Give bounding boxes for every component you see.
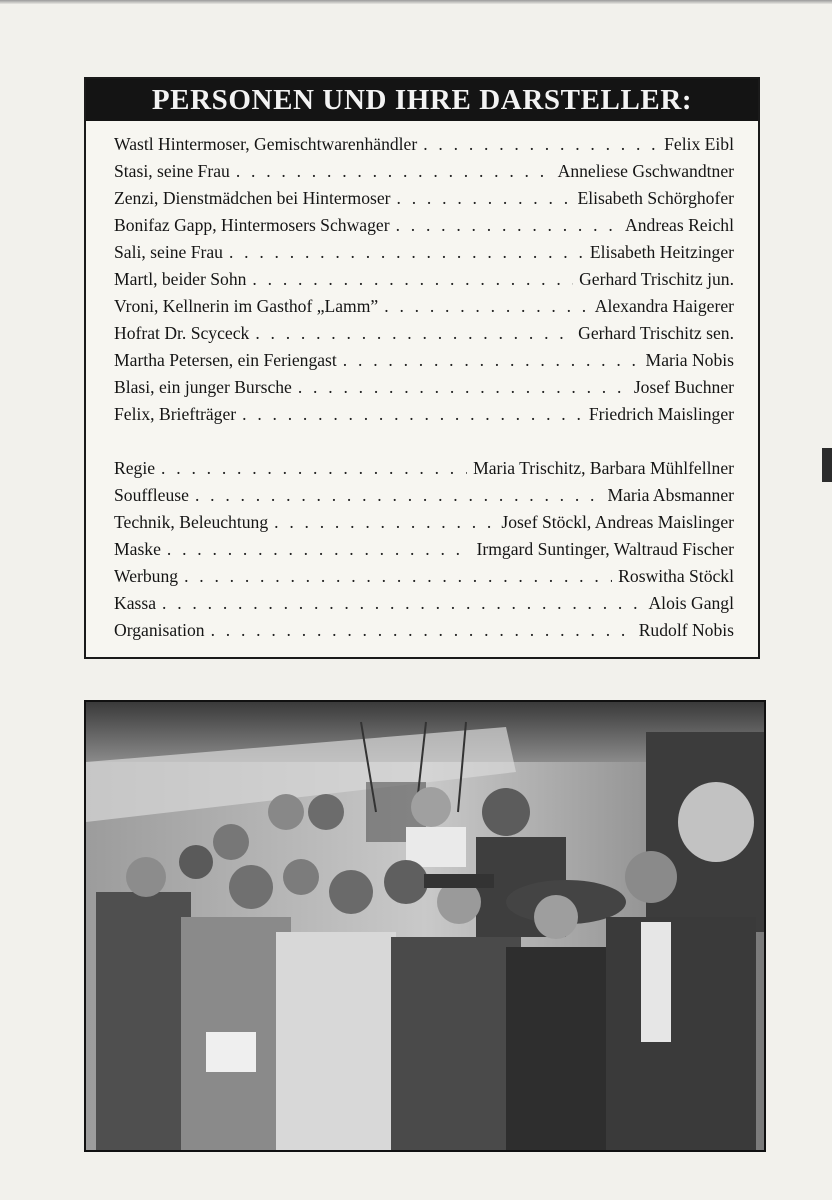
dot-leader bbox=[252, 266, 573, 293]
dot-leader bbox=[195, 482, 602, 509]
role-name: Wastl Hintermoser, Gemischtwarenhändler bbox=[114, 134, 418, 154]
role-name: Felix, Briefträger bbox=[114, 404, 237, 424]
role-name: Maske bbox=[114, 539, 161, 559]
cast-row bbox=[114, 374, 734, 401]
cast-rows bbox=[86, 121, 758, 644]
dot-leader bbox=[229, 239, 584, 266]
role-name: Regie bbox=[114, 458, 156, 478]
cast-row bbox=[114, 158, 734, 185]
role-name: Bonifaz Gapp, Hintermosers Schwager bbox=[114, 215, 390, 235]
performer-name: Gerhard Trischitz jun. bbox=[579, 269, 734, 289]
performer-name: Maria Trischitz, Barbara Mühlfellner bbox=[473, 458, 734, 478]
cast-row bbox=[114, 239, 734, 266]
cast-row bbox=[114, 320, 734, 347]
performer-name: Elisabeth Heitzinger bbox=[589, 242, 734, 262]
crew-row bbox=[114, 563, 734, 590]
dot-leader bbox=[255, 320, 572, 347]
performer-name: Josef Stöckl, Andreas Maislinger bbox=[501, 512, 734, 532]
cast-list-box bbox=[84, 77, 760, 659]
dot-leader bbox=[343, 347, 640, 374]
performer-name: Alois Gangl bbox=[648, 593, 734, 613]
role-name: Vroni, Kellnerin im Gasthof „Lamm” bbox=[114, 296, 379, 316]
performer-name: Friedrich Maislinger bbox=[588, 404, 734, 424]
crew-row bbox=[114, 482, 734, 509]
crew-row bbox=[114, 617, 734, 644]
cast-row bbox=[114, 293, 734, 320]
role-name: Souffleuse bbox=[114, 485, 189, 505]
role-name: Hofrat Dr. Scyceck bbox=[114, 323, 250, 343]
role-name: Werbung bbox=[114, 566, 179, 586]
page-edge bbox=[0, 0, 832, 4]
role-name: Sali, seine Frau bbox=[114, 242, 223, 262]
crew-row bbox=[114, 536, 734, 563]
page-title: PERSONEN UND IHRE DARSTELLER: bbox=[86, 79, 758, 121]
dot-leader bbox=[236, 158, 552, 185]
performer-name: Elisabeth Schörghofer bbox=[577, 188, 734, 208]
dot-leader bbox=[298, 374, 628, 401]
role-name: Technik, Beleuchtung bbox=[114, 512, 269, 532]
performer-name: Josef Buchner bbox=[633, 377, 734, 397]
dot-leader bbox=[162, 590, 642, 617]
group-photo-illustration bbox=[86, 702, 764, 1150]
cast-row bbox=[114, 347, 734, 374]
cast-row bbox=[114, 131, 734, 158]
dot-leader bbox=[184, 563, 612, 590]
performer-name: Anneliese Gschwandtner bbox=[557, 161, 734, 181]
dot-leader bbox=[384, 293, 589, 320]
dot-leader bbox=[242, 401, 583, 428]
binding-mark bbox=[822, 448, 832, 482]
performer-name: Alexandra Haigerer bbox=[594, 296, 734, 316]
dot-leader bbox=[274, 509, 495, 536]
dot-leader bbox=[161, 455, 467, 482]
role-name: Martl, beider Sohn bbox=[114, 269, 247, 289]
crew-row bbox=[114, 509, 734, 536]
dot-leader bbox=[397, 185, 572, 212]
performer-name: Felix Eibl bbox=[664, 134, 734, 154]
cast-row bbox=[114, 401, 734, 428]
performer-name: Roswitha Stöckl bbox=[618, 566, 734, 586]
cast-row bbox=[114, 212, 734, 239]
cast-row bbox=[114, 266, 734, 293]
performer-name: Irmgard Suntinger, Waltraud Fischer bbox=[476, 539, 734, 559]
performer-name: Andreas Reichl bbox=[625, 215, 734, 235]
performer-name: Maria Nobis bbox=[645, 350, 734, 370]
role-name: Martha Petersen, ein Feriengast bbox=[114, 350, 337, 370]
role-name: Organisation bbox=[114, 620, 205, 640]
dot-leader bbox=[396, 212, 619, 239]
role-name: Zenzi, Dienstmädchen bei Hintermoser bbox=[114, 188, 391, 208]
role-name: Blasi, ein junger Bursche bbox=[114, 377, 292, 397]
group-photo bbox=[84, 700, 766, 1152]
cast-row bbox=[114, 185, 734, 212]
performer-name: Rudolf Nobis bbox=[638, 620, 734, 640]
dot-leader bbox=[211, 617, 633, 644]
role-name: Kassa bbox=[114, 593, 157, 613]
section-gap bbox=[114, 428, 734, 455]
crew-row bbox=[114, 455, 734, 482]
role-name: Stasi, seine Frau bbox=[114, 161, 230, 181]
crew-row bbox=[114, 590, 734, 617]
dot-leader bbox=[423, 131, 658, 158]
performer-name: Maria Absmanner bbox=[607, 485, 734, 505]
dot-leader bbox=[167, 536, 471, 563]
performer-name: Gerhard Trischitz sen. bbox=[578, 323, 734, 343]
